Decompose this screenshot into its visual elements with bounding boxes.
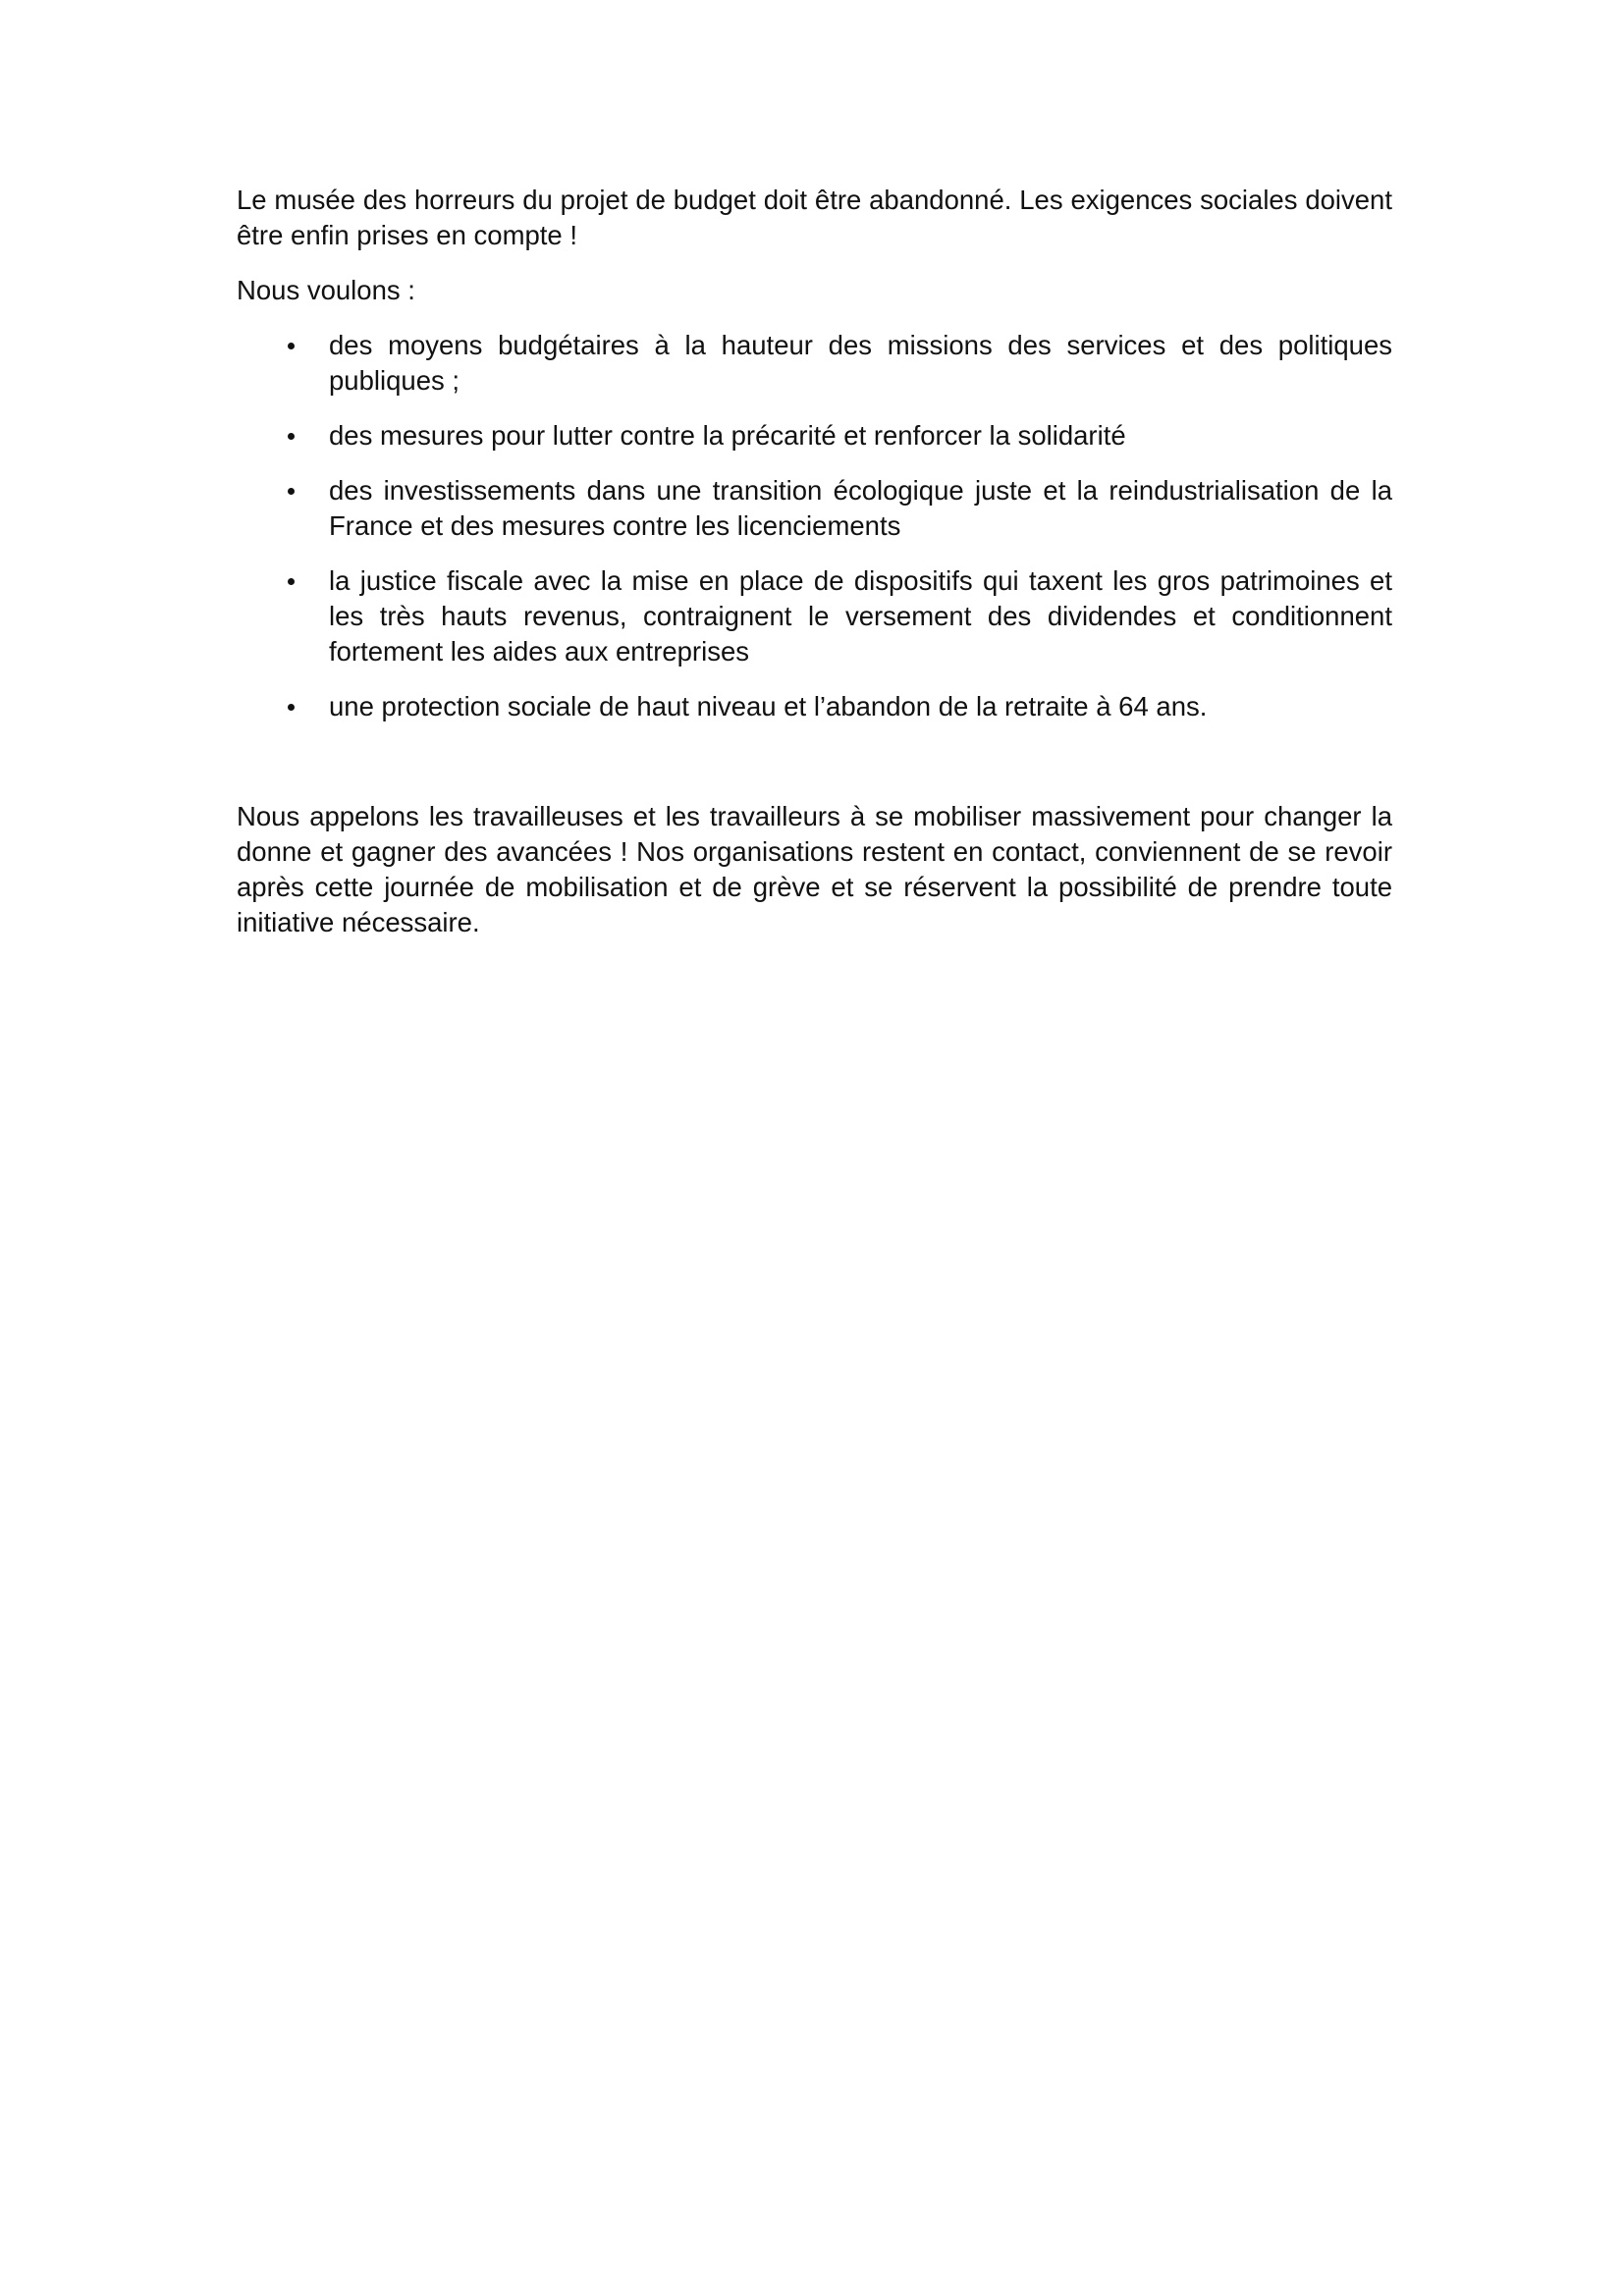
list-item-text: des moyens budgétaires à la hauteur des missions des services et des politiques publiques ;	[329, 330, 1392, 396]
intro-paragraph: Le musée des horreurs du projet de budget doit être abandonné. Les exigences sociales doivent être enfin prises en compte !	[237, 185, 1392, 250]
list-item-text: une protection sociale de haut niveau et l’abandon de la retraite à 64 ans.	[329, 691, 1208, 721]
bullet-icon	[288, 433, 295, 440]
list-item	[237, 473, 1392, 544]
lead-paragraph: Nous voulons :	[237, 275, 415, 305]
list-item	[237, 328, 1392, 399]
bullet-icon	[288, 578, 295, 585]
section-spacer	[237, 744, 1392, 799]
list-item-text: des mesures pour lutter contre la précarité et renforcer la solidarité	[329, 420, 1126, 451]
list-item	[237, 418, 1392, 454]
bullet-icon	[288, 343, 295, 349]
closing-paragraph: Nous appelons les travailleuses et les travailleurs à se mobiliser massivement pour changer la donne et gagner des avancées ! Nos organisations restent en contact, conviennent de se revoir après cette journée de mobilisation et de grève et se réservent la possibilité de prendre toute initiative nécessaire.	[237, 801, 1392, 937]
bullet-icon	[288, 704, 295, 711]
list-item-text: des investissements dans une transition écologique juste et la reindustrialisation de la France et des mesures contre les licenciements	[329, 475, 1392, 541]
list-item	[237, 563, 1392, 669]
list-item	[237, 689, 1392, 724]
list-item-text: la justice fiscale avec la mise en place de dispositifs qui taxent les gros patrimoines et les très hauts revenus, contraignent le versement des dividendes et conditionnent fortement les aides aux entreprises	[329, 565, 1392, 667]
demands-list	[237, 328, 1392, 724]
document-page	[237, 183, 1392, 960]
bullet-icon	[288, 488, 295, 495]
